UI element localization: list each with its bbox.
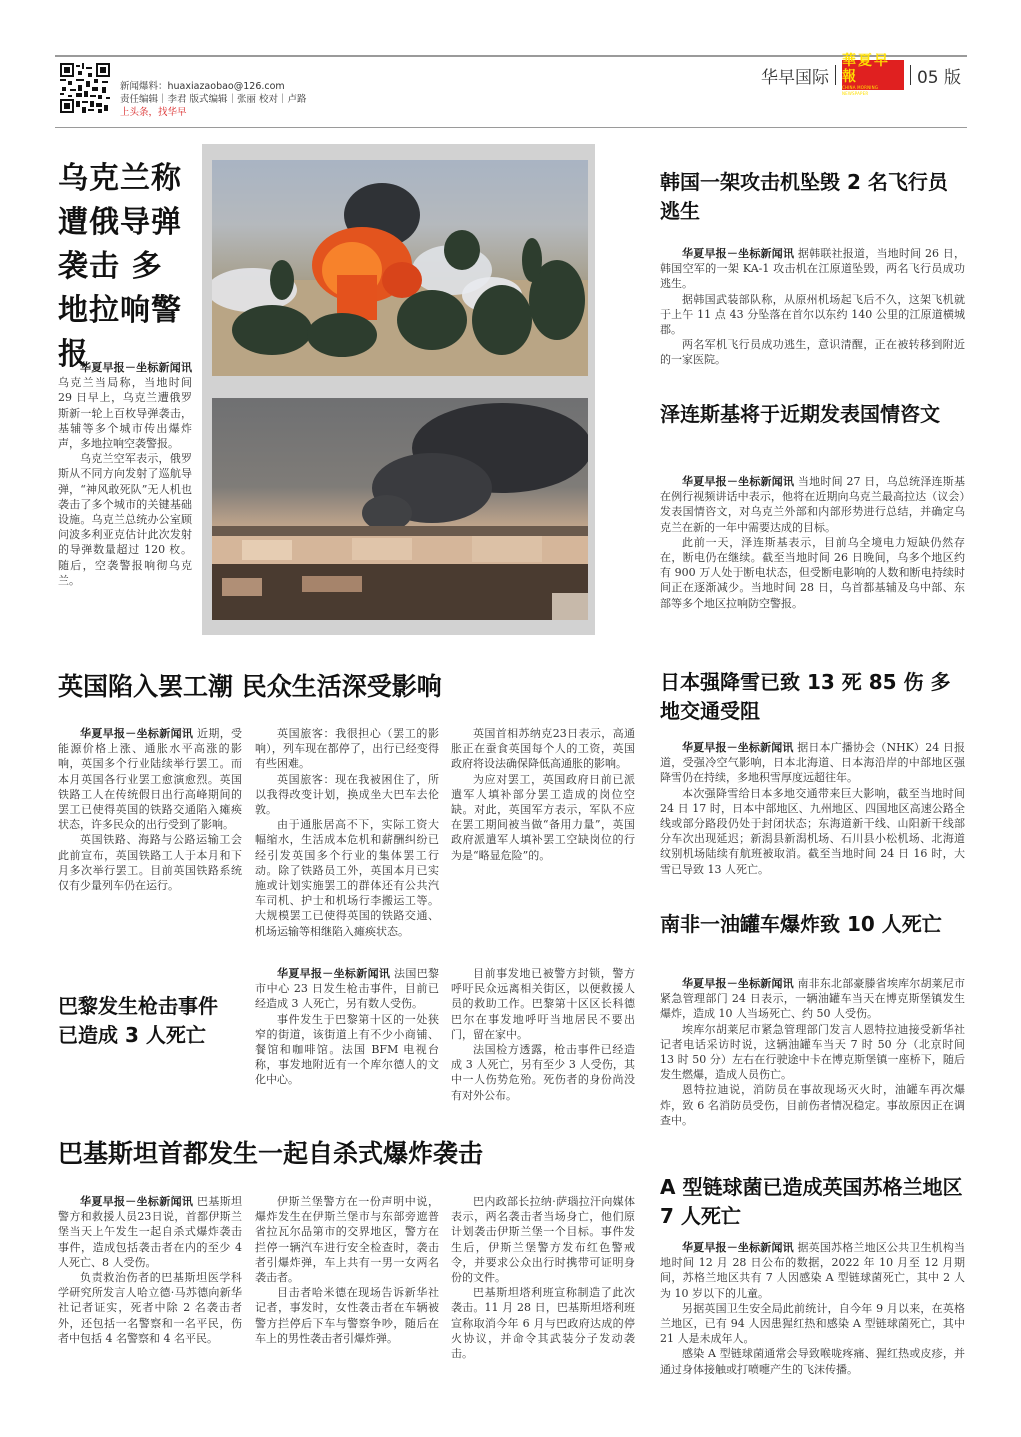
paragraph: 英国旅客：我很担心（罢工的影响），列车现在都停了，出行已经变得有些困难。 xyxy=(255,727,439,771)
contact-email: 新闻爆料：huaxiazaobao@126.com xyxy=(120,81,285,92)
paragraph: 恩特拉迪说，消防员在事故现场灭火时，油罐车再次爆炸，致 6 名消防员受伤，目前伤者情况稳定。事故原因正在调查中。 xyxy=(660,1083,965,1127)
article-lead: 华夏早报－坐标新闻讯 xyxy=(80,361,192,374)
paragraph: 负责救治伤者的巴基斯坦医学科学研究所发言人哈立德·马苏德向新华社记者证实，死者中除 2 名袭击者外，还包括一名警察和一名平民，伤者中包括 4 名警察和 4 名平民。 xyxy=(58,1271,242,1345)
explosion-photo xyxy=(212,160,588,376)
paragraph: 事件发生于巴黎第十区的一处狭窄的街道，该街道上有不少小商铺、餐馆和咖啡馆。法国 BFM 电视台称，事发地附近有一个库尔德人的文化中心。 xyxy=(255,1012,439,1087)
divider xyxy=(835,65,836,85)
paragraph: 据韩联社报道，当地时间 26 日，韩国空军的一架 KA-1 攻击机在江原道坠毁，两名飞行员成功逃生。 xyxy=(660,247,965,291)
paragraph: 当地时间 27 日，乌总统泽连斯基在例行视频讲话中表示，他将在近期向乌克兰最高拉达（议会）发表国情咨文，对乌克兰外部和内部形势进行总结，并确定乌克兰在新的一年中需要达成的目标。 xyxy=(660,475,965,534)
article-lead: 华夏早报－坐标新闻讯 xyxy=(682,1241,794,1254)
article-lead: 华夏早报－坐标新闻讯 xyxy=(682,977,794,990)
paragraph: 南非东北部豪滕省埃库尔胡莱尼市紧急管理部门 24 日表示，一辆油罐车当天在博克斯堡镇发生爆炸，造成 10 人当场死亡、约 50 人受伤。 xyxy=(660,977,966,1021)
paragraph: 两名军机飞行员成功逃生，意识清醒，正在被转移到附近的一家医院。 xyxy=(660,338,965,367)
page-number: 05 版 xyxy=(916,67,961,88)
paragraph: 目击者哈米德在现场告诉新华社记者，事发时，女性袭击者在车辆被警方拦停后下车与警察争吵，随后在车上的男性袭击者引爆炸弹。 xyxy=(255,1286,439,1345)
uk-strike-col-3 xyxy=(451,726,635,863)
south-africa-headline: 南非一油罐车爆炸致 10 人死亡 xyxy=(660,912,942,936)
smoke-photo xyxy=(212,398,588,620)
paragraph: 巴内政部长拉纳·萨瑙拉汗向媒体表示，两名袭击者当场身亡，他们原计划袭击伊斯兰堡一个目标。事件发生后，伊斯兰堡警方发布红色警戒令，并要求公众出行时携带可证明身份的文件。 xyxy=(451,1195,635,1285)
paragraph: 近期，受能源价格上涨、通胀水平高涨的影响，英国多个行业陆续举行罢工。而本月英国各行业罢工愈演愈烈。英国铁路工人在传统假日出行高峰期间的罢工已使得英国的铁路交通陷入瘫痪状态，许多民众的出行受到了影响。 xyxy=(58,727,243,832)
paragraph: 目前事发地已被警方封锁，警方呼吁民众远离相关街区，以便救援人员的救助工作。巴黎第十区区长科德巴尔在事发地呼吁当地居民不要出门，留在家中。 xyxy=(451,967,635,1041)
uk-strike-headline: 英国陷入罢工潮 民众生活深受影响 xyxy=(58,672,442,701)
japan-body xyxy=(660,740,965,877)
paragraph: 法国巴黎市中心 23 日发生枪击事件，目前已经造成 3 人死亡，另有数人受伤。 xyxy=(255,967,440,1011)
korea-body xyxy=(660,246,965,368)
paris-headline: 巴黎发生枪击事件 已造成 3 人死亡 xyxy=(58,994,218,1047)
paragraph: 据韩国武装部队称，从原州机场起飞后不久，这架飞机就于上午 11 点 43 分坠落在首尔以东约 140 公里的江原道横城郡。 xyxy=(660,292,965,337)
paragraph: 伊斯兰堡警方在一份声明中说，爆炸发生在伊斯兰堡市与东部旁遮普省拉瓦尔品第市的交界地区，警方在拦停一辆汽车进行安全检查时，袭击者引爆炸弹，车上共有一男一女两名袭击者。 xyxy=(255,1195,439,1285)
paragraph: 英国旅客：现在我被困住了，所以我得改变计划，换成坐大巴车去伦敦。 xyxy=(255,772,439,817)
paragraph: 感染 A 型链球菌通常会导致喉咙疼痛、猩红热或皮疹，并通过身体接触或打喷嚏产生的飞沫传播。 xyxy=(660,1347,965,1376)
pakistan-col-1 xyxy=(58,1194,242,1346)
paragraph: 本次强降雪给日本多地交通带来巨大影响，截至当地时间 24 日 17 时，日本中部地区、九州地区、四国地区高速公路全线或部分路段仍处于封闭状态；东海道新干线、山阳新干线部分车次出现延迟；新潟县新潟机场、石川县小松机场、北海道纹别机场陆续有航班被取消。截至当地时间 24 日 16 时，大雪已导致 13 人死亡。 xyxy=(660,786,965,876)
divider xyxy=(910,65,911,85)
article-lead: 华夏早报－坐标新闻讯 xyxy=(80,727,194,740)
paragraph: 英国铁路、海路与公路运输工会此前宣布，英国铁路工人于本月和下月多次举行罢工。目前英国铁路系统仅有少量列车仍在运行。 xyxy=(58,833,242,893)
editors-line: 责任编辑｜李君 版式编辑｜张丽 校对｜卢路 xyxy=(120,94,307,105)
section-name: 华早国际 xyxy=(760,67,829,88)
paragraph: 埃库尔胡莱尼市紧急管理部门发言人恩特拉迪接受新华社记者电话采访时说，这辆油罐车当天 7 时 50 分（北京时间 13 时 50 分）左右在行驶途中卡在博克斯堡镇一座桥下，随后发生燃爆，造成人员伤亡。 xyxy=(660,1022,965,1082)
explosion-illustration xyxy=(212,160,588,376)
paragraph: 为应对罢工，英国政府日前已派遣军人填补部分罢工造成的岗位空缺。对此，英国军方表示，军队不应在罢工期间被当做“备用力量”，英国政府派遣军人填补罢工空缺岗位的行为是“略显危险”的。 xyxy=(451,772,635,862)
article-lead: 华夏早报－坐标新闻讯 xyxy=(682,247,795,260)
uk-strike-col-1 xyxy=(58,726,242,893)
paragraph: 巴基斯坦塔利班宣称制造了此次袭击。11 月 28 日，巴基斯坦塔利班宣称取消今年 6 月与巴政府达成的停火协议，并命令其武装分子发动袭击。 xyxy=(451,1286,635,1361)
newspaper-logo xyxy=(841,53,904,96)
south-africa-body xyxy=(660,976,965,1128)
korea-headline: 韩国一架攻击机坠毁 2 名飞行员逃生 xyxy=(660,170,948,223)
logo-en-text: CHINA MORNING NEWSPAPER xyxy=(841,85,879,96)
qr-code-icon xyxy=(60,62,110,114)
paragraph: 英国首相苏纳克23日表示，高通胀正在蚕食英国每个人的工资，英国政府将设法确保降低高通胀的影响。 xyxy=(451,727,635,771)
zelensky-body xyxy=(660,474,965,611)
pakistan-col-2 xyxy=(255,1194,439,1346)
article-lead: 华夏早报－坐标新闻讯 xyxy=(80,1195,194,1208)
paragraph: 由于通胀居高不下，实际工资大幅缩水，生活成本危机和薪酬纠纷已经引发英国多个行业的集体罢工行动。除了铁路员工外，英国本月已实施或计划实施罢工的群体还有公共汽车司机、护士和机场行李搬运工等。大规模罢工已使得英国的铁路交通、机场运输等相继陷入瘫痪状态。 xyxy=(255,818,439,938)
uk-strike-col-2 xyxy=(255,726,439,939)
header-meta xyxy=(120,80,307,119)
zelensky-headline: 泽连斯基将于近期发表国情咨文 xyxy=(660,402,940,426)
paragraph: 据英国苏格兰地区公共卫生机构当地时间 12 月 28 日公布的数据，2022 年 10 月至 12 月期间，苏格兰地区共有 7 人因感染 A 型链球菌死亡，其中 2 人为 10 岁以下的儿童。 xyxy=(660,1241,966,1300)
paragraph: 法国检方透露，枪击事件已经造成 3 人死亡，另有至少 3 人受伤，其中一人伤势危殆。死伤者的身份尚没有对外公布。 xyxy=(451,1043,635,1102)
smoke-illustration xyxy=(212,398,588,620)
logo-cn-text: 華夏早報 xyxy=(841,53,890,85)
header-bottom-rule xyxy=(55,127,967,128)
japan-headline: 日本强降雪已致 13 死 85 伤 多地交通受阻 xyxy=(660,670,951,723)
strep-headline: A 型链球菌已造成英国苏格兰地区 7 人死亡 xyxy=(660,1175,963,1228)
ukraine-headline: 乌克兰称遭俄导弹袭击 多地拉响警报 xyxy=(58,161,182,372)
paragraph: 乌克兰当局称，当地时间 29 日早上，乌克兰遭俄罗斯新一轮上百枚导弹袭击，基辅等多个城市传出爆炸声，多地拉响空袭警报。 xyxy=(58,376,192,451)
paragraph: 此前一天，泽连斯基表示，目前乌全境电力短缺仍然存在，断电仍在继续。截至当地时间 26 日晚间，乌多个地区约有 900 万人处于断电状态，但受断电影响的人数和断电持续时间正在逐渐减少。当地时间 28 日，乌首都基辅及乌中部、东部等多个地区拉响防空警报。 xyxy=(660,535,965,610)
paragraph: 巴基斯坦警方和救援人员23日说，首都伊斯兰堡当天上午发生一起自杀式爆炸袭击事件，造成包括袭击者在内的至少 4 人死亡、8 人受伤。 xyxy=(58,1195,243,1269)
pakistan-col-3 xyxy=(451,1194,635,1361)
paragraph: 乌克兰空军表示，俄罗斯从不同方向发射了巡航导弹，“神风敢死队”无人机也袭击了多个城市的关键基础设施。乌克兰总统办公室顾问波多利亚克估计此次发射的导弹数量超过 120 枚。随后，空袭警报响彻乌克兰。 xyxy=(58,452,192,587)
slogan: 上头条，找华早 xyxy=(120,107,187,118)
article-lead: 华夏早报－坐标新闻讯 xyxy=(682,475,795,488)
ukraine-body xyxy=(58,360,192,588)
article-lead: 华夏早报－坐标新闻讯 xyxy=(682,741,794,754)
strep-body xyxy=(660,1240,965,1377)
pakistan-headline: 巴基斯坦首都发生一起自杀式爆炸袭击 xyxy=(58,1139,484,1168)
paragraph: 另据英国卫生安全局此前统计，自今年 9 月以来，在英格兰地区，已有 94 人因患猩红热和感染 A 型链球菌死亡，其中 21 人是未成年人。 xyxy=(660,1301,965,1346)
paris-col-2 xyxy=(451,966,635,1103)
page-header xyxy=(760,53,961,96)
paragraph: 据日本广播协会（NHK）24 日报道，受强冷空气影响，日本北海道、日本海沿岸的中部地区强降雪仍在持续，多地积雪厚度远超往年。 xyxy=(660,741,966,785)
article-lead: 华夏早报－坐标新闻讯 xyxy=(277,967,391,980)
header-top-rule xyxy=(55,55,967,57)
paris-col-1 xyxy=(255,966,439,1088)
